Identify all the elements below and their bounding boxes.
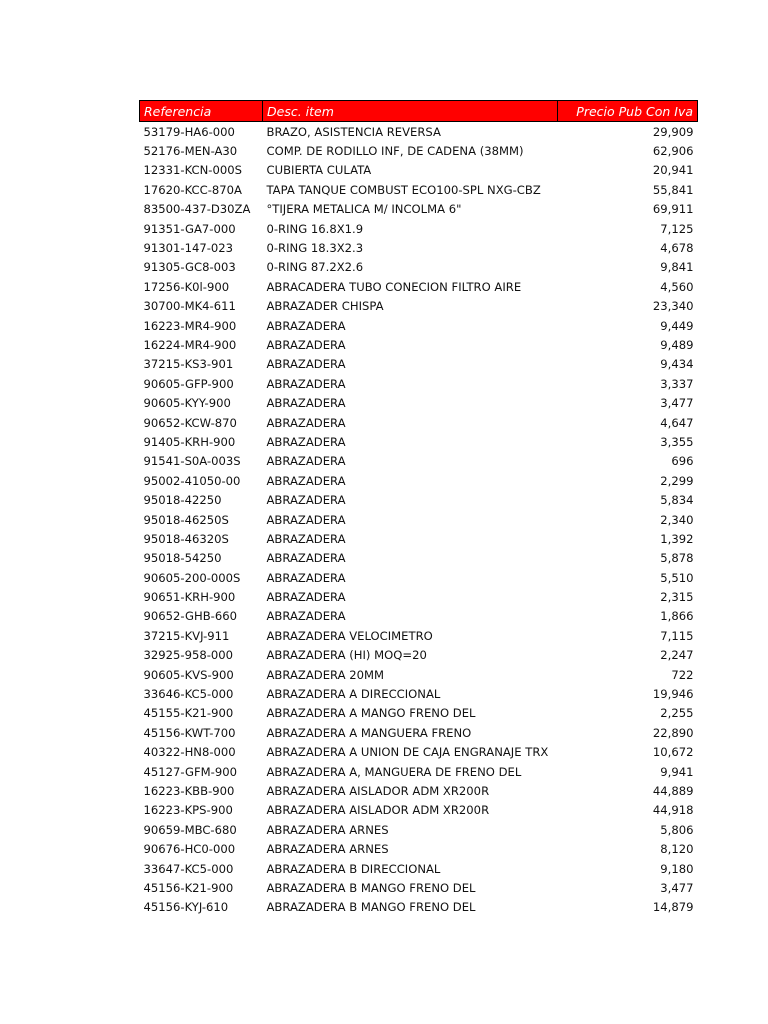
cell-precio: 9,841 <box>660 260 694 275</box>
cell-desc-item: ABRAZADERA <box>266 493 346 508</box>
cell-desc-item: ABRAZADERA <box>266 337 346 352</box>
table-row <box>140 801 698 820</box>
cell-precio: 696 <box>671 454 694 469</box>
table-row <box>140 704 698 723</box>
cell-precio: 7,115 <box>660 628 694 643</box>
cell-referencia: 45155-K21-900 <box>143 706 234 721</box>
cell-precio: 9,449 <box>660 318 694 333</box>
cell-precio: 9,489 <box>660 337 694 352</box>
cell-referencia: 40322-HN8-000 <box>143 745 236 760</box>
cell-precio: 3,337 <box>660 376 694 391</box>
cell-referencia: 16223-KPS-900 <box>143 803 233 818</box>
cell-precio: 23,340 <box>652 299 694 314</box>
cell-desc-item: ABRAZADERA A MANGO FRENO DEL <box>266 706 476 721</box>
header-precio: Precio Pub Con Iva <box>558 101 698 122</box>
table-row <box>140 490 698 509</box>
cell-referencia: 90605-KVS-900 <box>143 667 234 682</box>
cell-precio: 8,120 <box>660 842 694 857</box>
cell-desc-item: 0-RING 16.8X1.9 <box>266 221 364 236</box>
cell-desc-item: ABRAZADERA B MANGO FRENO DEL <box>266 900 476 915</box>
cell-referencia: 37215-KVJ-911 <box>143 628 230 643</box>
cell-precio: 22,890 <box>652 725 694 740</box>
cell-referencia: 45156-KYJ-610 <box>143 900 229 915</box>
cell-precio: 2,340 <box>660 512 694 527</box>
cell-desc-item: BRAZO, ASISTENCIA REVERSA <box>266 124 441 139</box>
cell-referencia: 45127-GFM-900 <box>143 764 237 779</box>
cell-precio: 69,911 <box>652 202 694 217</box>
cell-referencia: 90605-GFP-900 <box>143 376 234 391</box>
cell-desc-item: ABRAZADERA ARNES <box>266 822 389 837</box>
cell-desc-item: ABRAZADERA <box>266 531 346 546</box>
table-row <box>140 684 698 703</box>
cell-desc-item: ABRAZADERA VELOCIMETRO <box>266 628 433 643</box>
table-row <box>140 743 698 762</box>
table-row <box>140 335 698 354</box>
cell-desc-item: 0-RING 87.2X2.6 <box>266 260 364 275</box>
table-row <box>140 607 698 626</box>
table-row <box>140 878 698 897</box>
cell-referencia: 90605-KYY-900 <box>143 396 231 411</box>
cell-referencia: 12331-KCN-000S <box>143 163 242 178</box>
cell-precio: 4,647 <box>660 415 694 430</box>
cell-precio: 62,906 <box>652 144 694 159</box>
table-row <box>140 665 698 684</box>
table-row <box>140 238 698 257</box>
cell-desc-item: ABRAZADERA <box>266 570 346 585</box>
cell-precio: 2,299 <box>660 473 694 488</box>
cell-referencia: 30700-MK4-611 <box>143 299 236 314</box>
cell-precio: 4,678 <box>660 241 694 256</box>
table-row <box>140 781 698 800</box>
cell-desc-item: 0-RING 18.3X2.3 <box>266 241 364 256</box>
cell-referencia: 95018-42250 <box>143 493 222 508</box>
cell-precio: 1,392 <box>660 531 694 546</box>
header-desc-item: Desc. item <box>263 101 558 122</box>
cell-precio: 20,941 <box>652 163 694 178</box>
cell-referencia: 90651-KRH-900 <box>143 590 236 605</box>
cell-desc-item: ABRAZADERA <box>266 551 346 566</box>
cell-referencia: 16223-KBB-900 <box>143 783 235 798</box>
table-row <box>140 200 698 219</box>
cell-referencia: 45156-KWT-700 <box>143 725 236 740</box>
table-row <box>140 898 698 917</box>
cell-desc-item: TAPA TANQUE COMBUST ECO100-SPL NXG-CBZ <box>266 182 541 197</box>
table-row <box>140 413 698 432</box>
cell-referencia: 95018-46320S <box>143 531 229 546</box>
cell-precio: 5,806 <box>660 822 694 837</box>
cell-referencia: 90652-KCW-870 <box>143 415 237 430</box>
cell-referencia: 52176-MEN-A30 <box>143 144 238 159</box>
cell-precio: 1,866 <box>660 609 694 624</box>
cell-desc-item: CUBIERTA CULATA <box>266 163 372 178</box>
cell-precio: 9,180 <box>660 861 694 876</box>
table-row <box>140 723 698 742</box>
cell-desc-item: ABRAZADERA <box>266 376 346 391</box>
cell-referencia: 45156-K21-900 <box>143 880 234 895</box>
table-row <box>140 141 698 160</box>
cell-desc-item: ABRAZADERA <box>266 454 346 469</box>
cell-referencia: 16223-MR4-900 <box>143 318 237 333</box>
cell-referencia: 95002-41050-00 <box>143 473 241 488</box>
table-row <box>140 122 698 142</box>
cell-desc-item: ABRAZADERA 20MM <box>266 667 384 682</box>
cell-precio: 44,889 <box>652 783 694 798</box>
table-row <box>140 820 698 839</box>
table-row <box>140 393 698 412</box>
table-row <box>140 297 698 316</box>
cell-referencia: 90605-200-000S <box>143 570 241 585</box>
cell-desc-item: ABRAZADERA B DIRECCIONAL <box>266 861 441 876</box>
cell-precio: 5,878 <box>660 551 694 566</box>
cell-referencia: 91541-S0A-003S <box>143 454 241 469</box>
cell-desc-item: ABRAZADERA A UNION DE CAJA ENGRANAJE TRX <box>266 745 549 760</box>
cell-precio: 2,255 <box>660 706 694 721</box>
table-row <box>140 646 698 665</box>
table-row <box>140 549 698 568</box>
cell-desc-item: ABRAZADERA <box>266 512 346 527</box>
price-table <box>139 100 698 917</box>
cell-referencia: 95018-46250S <box>143 512 229 527</box>
cell-desc-item: ABRAZADERA AISLADOR ADM XR200R <box>266 803 490 818</box>
cell-precio: 5,834 <box>660 493 694 508</box>
cell-referencia: 16224-MR4-900 <box>143 337 237 352</box>
cell-desc-item: ABRAZADERA A DIRECCIONAL <box>266 687 441 702</box>
cell-precio: 722 <box>671 667 694 682</box>
cell-desc-item: ABRAZADERA A MANGUERA FRENO <box>266 725 472 740</box>
cell-desc-item: ABRAZADERA A, MANGUERA DE FRENO DEL <box>266 764 522 779</box>
table-body <box>140 122 698 918</box>
cell-precio: 2,315 <box>660 590 694 605</box>
cell-desc-item: ABRAZADERA <box>266 357 346 372</box>
table-row <box>140 355 698 374</box>
table-row <box>140 568 698 587</box>
table-row <box>140 452 698 471</box>
header-referencia: Referencia <box>140 101 263 122</box>
table-row <box>140 374 698 393</box>
cell-desc-item: °TIJERA METALICA M/ INCOLMA 6" <box>266 202 462 217</box>
cell-precio: 9,941 <box>660 764 694 779</box>
cell-referencia: 17620-KCC-870A <box>143 182 242 197</box>
table-row <box>140 626 698 645</box>
cell-referencia: 91351-GA7-000 <box>143 221 236 236</box>
cell-desc-item: ABRAZADERA ARNES <box>266 842 389 857</box>
cell-precio: 9,434 <box>660 357 694 372</box>
cell-precio: 10,672 <box>652 745 694 760</box>
cell-precio: 55,841 <box>652 182 694 197</box>
cell-precio: 44,918 <box>652 803 694 818</box>
cell-referencia: 90652-GHB-660 <box>143 609 237 624</box>
cell-referencia: 32925-958-000 <box>143 648 234 663</box>
cell-desc-item: ABRAZADERA <box>266 473 346 488</box>
cell-desc-item: ABRAZADERA <box>266 609 346 624</box>
table-row <box>140 529 698 548</box>
table-row <box>140 510 698 529</box>
table-row <box>140 258 698 277</box>
cell-desc-item: ABRAZADERA <box>266 434 346 449</box>
cell-desc-item: ABRAZADERA <box>266 396 346 411</box>
cell-desc-item: ABRAZADERA <box>266 415 346 430</box>
table-row <box>140 219 698 238</box>
cell-referencia: 91405-KRH-900 <box>143 434 236 449</box>
table-row <box>140 316 698 335</box>
cell-referencia: 90659-MBC-680 <box>143 822 237 837</box>
cell-desc-item: ABRAZADERA (HI) MOQ=20 <box>266 648 427 663</box>
cell-desc-item: COMP. DE RODILLO INF, DE CADENA (38MM) <box>266 144 524 159</box>
cell-desc-item: ABRACADERA TUBO CONECION FILTRO AIRE <box>266 279 522 294</box>
cell-precio: 3,477 <box>660 396 694 411</box>
table-row <box>140 839 698 858</box>
table-row <box>140 471 698 490</box>
cell-desc-item: ABRAZADER CHISPA <box>266 299 384 314</box>
cell-referencia: 17256-K0l-900 <box>143 279 230 294</box>
cell-precio: 5,510 <box>660 570 694 585</box>
cell-desc-item: ABRAZADERA B MANGO FRENO DEL <box>266 880 476 895</box>
cell-referencia: 37215-KS3-901 <box>143 357 234 372</box>
cell-referencia: 95018-54250 <box>143 551 222 566</box>
price-list-sheet <box>139 100 697 917</box>
table-row <box>140 432 698 451</box>
table-row <box>140 277 698 296</box>
cell-precio: 3,355 <box>660 434 694 449</box>
cell-precio: 14,879 <box>652 900 694 915</box>
cell-referencia: 33647-KC5-000 <box>143 861 234 876</box>
table-row <box>140 859 698 878</box>
cell-referencia: 90676-HC0-000 <box>143 842 236 857</box>
table-row <box>140 762 698 781</box>
cell-referencia: 33646-KC5-000 <box>143 687 234 702</box>
cell-precio: 7,125 <box>660 221 694 236</box>
cell-referencia: 91301-147-023 <box>143 241 234 256</box>
table-row <box>140 161 698 180</box>
table-row <box>140 587 698 606</box>
cell-referencia: 91305-GC8-003 <box>143 260 236 275</box>
cell-precio: 3,477 <box>660 880 694 895</box>
cell-referencia: 83500-437-D30ZA <box>143 202 251 217</box>
header-row <box>140 101 698 122</box>
cell-precio: 2,247 <box>660 648 694 663</box>
cell-precio: 19,946 <box>652 687 694 702</box>
cell-desc-item: ABRAZADERA AISLADOR ADM XR200R <box>266 783 490 798</box>
cell-referencia: 53179-HA6-000 <box>143 124 235 139</box>
table-row <box>140 180 698 199</box>
cell-precio: 29,909 <box>652 124 694 139</box>
cell-desc-item: ABRAZADERA <box>266 590 346 605</box>
cell-precio: 4,560 <box>660 279 694 294</box>
cell-desc-item: ABRAZADERA <box>266 318 346 333</box>
